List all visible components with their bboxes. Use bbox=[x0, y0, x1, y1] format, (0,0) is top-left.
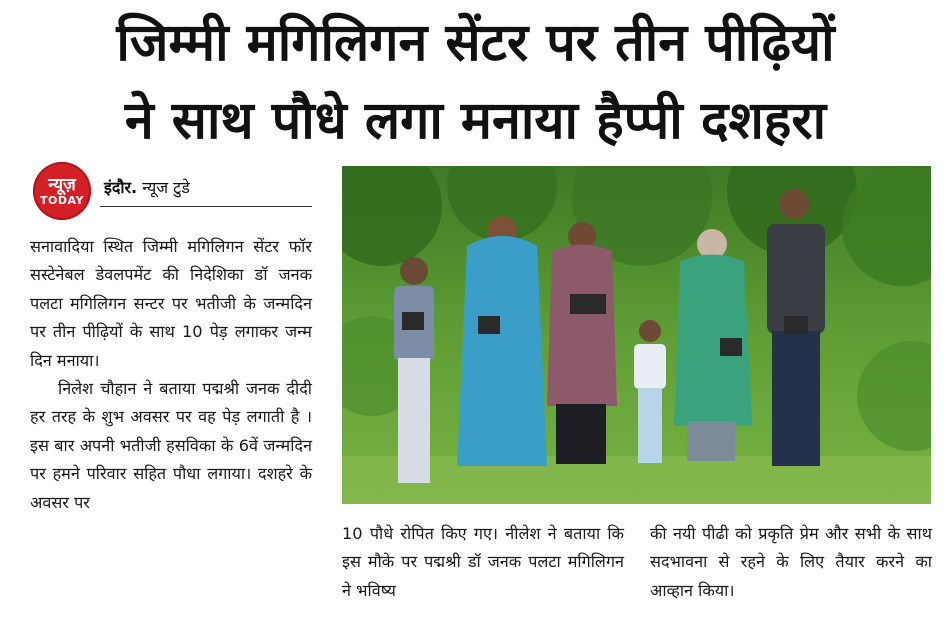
article-paragraph-2: निलेश चौहान ने बताया पद्मश्री जनक दीदी हर तरह के शुभ अवसर पर वह पेड़ लगाती है । इस बार अपनी भतीजी हसविका के 6वें जन्मदिन पर हमने परिवार सहित पौधा लगाया। दशहरे के अवसर पर bbox=[30, 379, 312, 512]
headline-line-1: जिम्मी मगिलिगन सेंटर पर तीन पीढ़ियों bbox=[116, 13, 835, 73]
dateline-source: न्यूज टुडे bbox=[142, 178, 190, 197]
headline-line-2: ने साथ पौधे लगा मनाया हैप्पी दशहरा bbox=[124, 91, 827, 151]
article-column-3: की नयी पीढी को प्रकृति प्रेम और सभी के साथ सदभावना से रहने के लिए तैयार करने का आव्हान किया। bbox=[650, 524, 932, 600]
article-column-1 bbox=[30, 233, 312, 517]
people-planting-saplings-image bbox=[342, 166, 931, 504]
logo-text-today: TODAY bbox=[40, 193, 84, 207]
dateline-city: इंदौर. bbox=[104, 178, 138, 197]
dateline-divider bbox=[100, 206, 312, 207]
news-today-logo bbox=[33, 162, 91, 220]
dateline bbox=[104, 178, 190, 198]
article-column-2: 10 पौधे रोपित किए गए। नीलेश ने बताया कि इस मौके पर पद्मश्री डॉ जनक पलटा मगिलिगन ने भविष्य bbox=[342, 524, 624, 600]
article-photo bbox=[342, 166, 931, 504]
article-paragraph-1: सनावादिया स्थित जिम्मी मगिलिगन सेंटर फॉर सस्टेनेबल डेवलपमेंट की निदेशिका डॉ जनक पलटा मगिलिगन सन्टर पर भतीजी के जन्मदिन पर तीन पीढ़ियों के साथ 10 पेड़ लगाकर जन्म दिन मनाया। bbox=[30, 237, 312, 370]
logo-text-hindi: न्यूज़ bbox=[48, 174, 76, 195]
